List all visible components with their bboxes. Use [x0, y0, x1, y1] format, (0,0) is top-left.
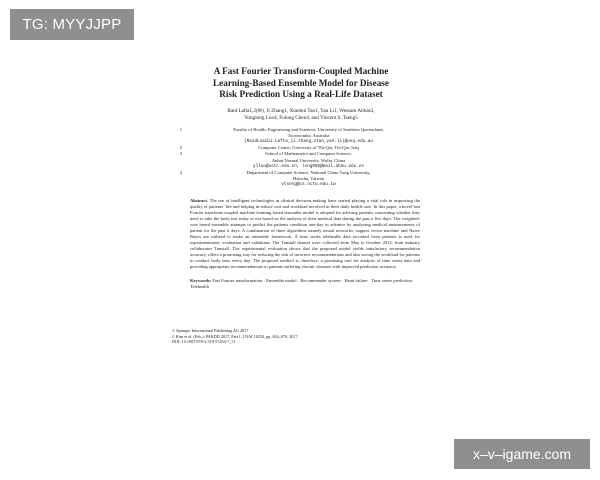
paper-page: [170, 60, 432, 345]
affiliation-number: 1: [179, 126, 182, 132]
author-line: Yonglong Luo4, Fulong Chen4, and Vincent S. Tseng5: [244, 114, 358, 121]
affiliation-line: Department of Computer Science, National Chiao Tung University,: [246, 169, 371, 175]
affiliation-line: School of Mathematics and Computer Science,: [265, 151, 352, 157]
affiliation-1: [170, 127, 432, 139]
affiliation-line: Anhui Normal University, Wuhu, China: [271, 157, 346, 163]
keywords: [190, 278, 420, 290]
email-line: ylluo@ustc.edu.cn, long005@mail.ahnu.edu.cn: [253, 163, 364, 169]
footer-line: J. Kim et al. (Eds.): PAKDD 2017, Part I, LNAI 10234, pp. 654–670, 2017.: [172, 333, 299, 339]
abstract: [190, 198, 420, 271]
channel-tag: TG: MYYJJPP: [10, 9, 134, 40]
affiliations: [170, 127, 432, 189]
abstract-label: Abstract.: [190, 197, 209, 203]
affiliation-line: Toowoomba, Australia: [287, 132, 330, 138]
title-line: Learning-Based Ensemble Model for Disease: [213, 77, 389, 88]
footer-line: © Springer International Publishing AG 2017: [172, 328, 249, 334]
affiliation-3: [170, 151, 432, 163]
affiliation-number: 4: [179, 169, 182, 175]
author-list: [170, 108, 432, 122]
site-watermark: x–v–igame.com: [454, 439, 590, 469]
affiliation-number: 2: [179, 145, 182, 151]
affiliation-line: Faculty of Health, Engineering and Sciences, University of Southern Queensland,: [233, 126, 384, 132]
author-line: Raid Lafta1,2(✉), Ji Zhang1, Xiaohui Tao1, Yan Li1, Wessam Abbas3,: [227, 107, 375, 114]
title-line: Risk Prediction Using a Real-Life Dataset: [219, 89, 383, 99]
affiliation-4: [170, 170, 432, 182]
keywords-label: Keywords:: [190, 278, 212, 284]
email-line: {RaidLnaibi.Lafta,ji.zhang,xtao,yan.li}@usq.edu.au: [244, 138, 373, 144]
paper-title: [178, 66, 424, 101]
affiliation-email-3: [170, 182, 432, 188]
affiliation-number: 3: [179, 151, 182, 157]
keywords-text: Fast Fourier transformation · Ensemble model · Recommender system · Heart failure · Time series prediction · Telehealth: [190, 278, 415, 290]
affiliation-line: Hsinchu, Taiwan: [293, 176, 324, 182]
copyright-footer: [172, 328, 432, 345]
abstract-text: The use of intelligent technologies in clinical decision making have started playing a vital role in improving the quality of patients’ life and helping in reduce cost and workload involved in their daily health-care. In this paper, a novel fast Fourier transform-coupled machine learning based ensemble model is adopted for advising patients concerning whether they need to take the body test today or not based on the analysis of their medical data during the past a few days. The weighted-vote based ensemble attempts to predict the patients condition one-day in advance by analyzing medical measurements of patient for the past k days. A combination of three algorithms namely neural networks, support vector machine and Naive Bayes are utilized to make an ensemble framework. A time series telehealth data recorded from patients is used for experimentation, evaluation and validation. The Tunstall dataset were collected from May to October 2012, from industry collaborator Tunstall. The experimental evaluation shows that the proposed model yields satisfactory recommendation accuracy, offers a promising way for reducing the risk of incorrect recommendations and also saving the workload for patients to conduct body tests every day. The proposed method is, therefore, a promising tool for analysis of time series data and providing appropriate recommendations to patients suffering chronic diseases with improved prediction accuracy.: [190, 197, 420, 270]
title-line: A Fast Fourier Transform-Coupled Machine: [213, 66, 389, 76]
affiliation-line: Computer Center, University of Thi-Qar, Thi-Qar, Iraq: [258, 145, 359, 151]
email-line: vtseng@cs.nctu.edu.tw: [281, 182, 336, 188]
footer-line: DOI: 10.1007/978-3-319-57454-7_51: [172, 339, 236, 345]
